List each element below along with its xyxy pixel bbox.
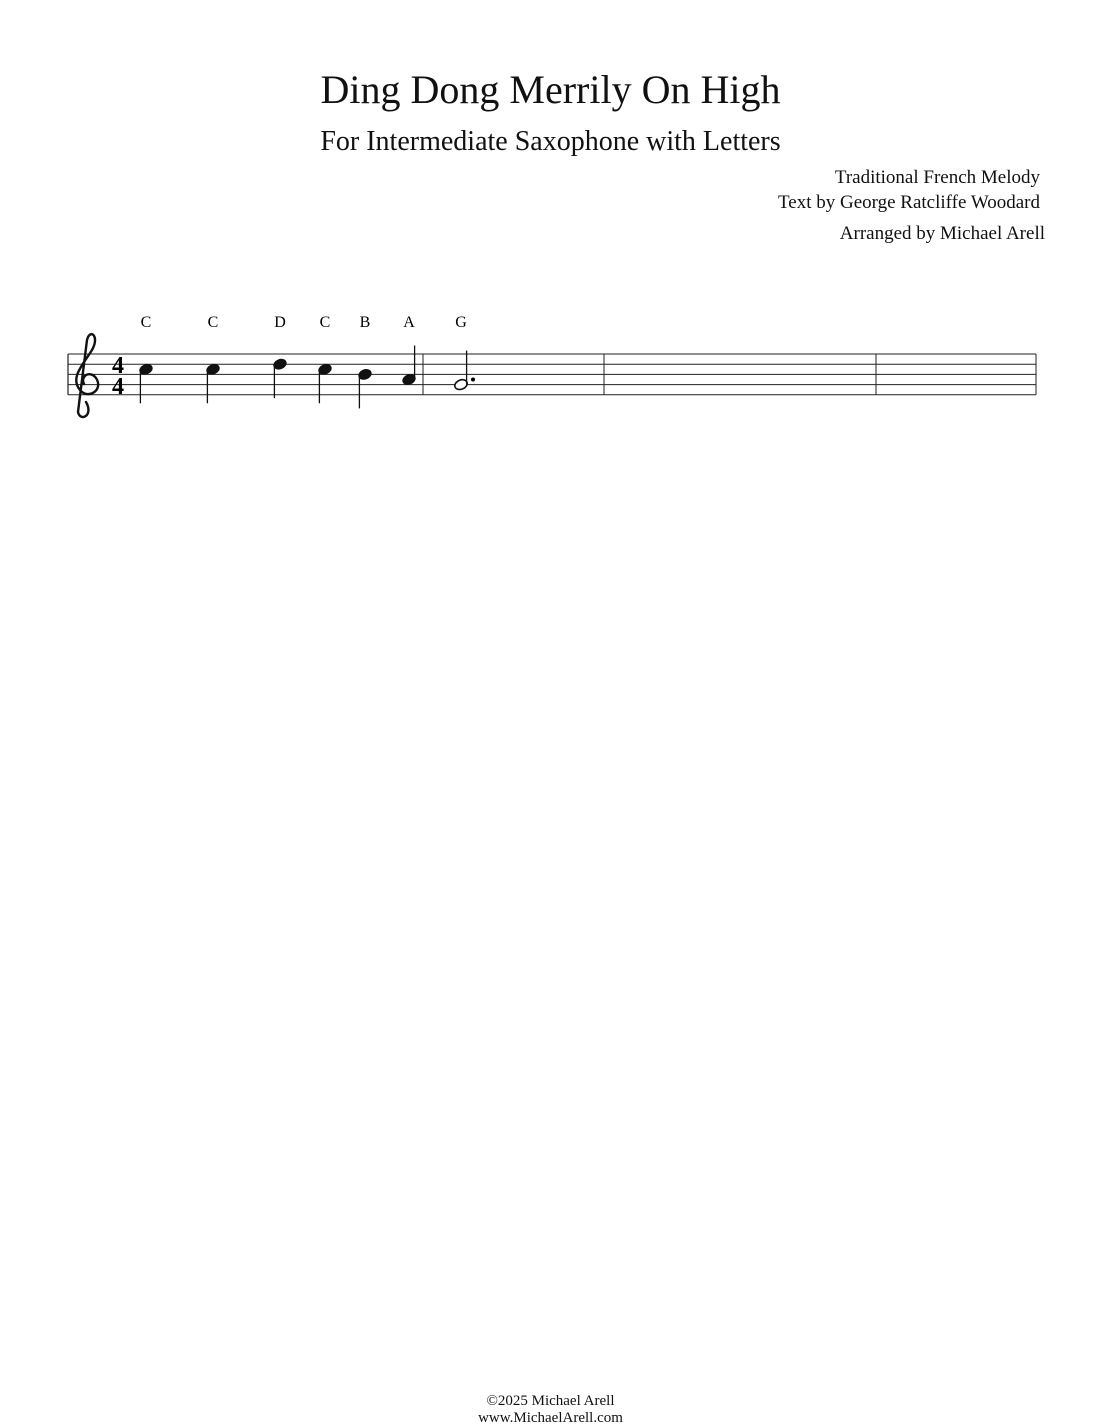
note-letter-label: G [455, 314, 467, 331]
time-signature-numerator: 4 [112, 353, 124, 379]
note [205, 363, 220, 404]
footer [0, 1393, 1101, 1427]
time-signature-denominator: 4 [112, 374, 124, 400]
note-letter-label: D [274, 314, 286, 331]
note-letter-label: B [359, 314, 371, 331]
website-link[interactable]: www.MichaelArell.com [478, 1410, 623, 1426]
note [453, 351, 475, 392]
note-letter-label: A [403, 314, 415, 331]
note [357, 368, 372, 409]
score-title: Ding Dong Merrily On High [320, 67, 781, 112]
note [317, 363, 332, 404]
lyricist-credit: Text by George Ratcliffe Woodard [777, 192, 1040, 213]
composer-credit: Traditional French Melody [834, 167, 1040, 188]
copyright-notice: ©2025 Michael Arell [486, 1393, 615, 1409]
treble-clef [76, 334, 98, 417]
arranger-credit: Arranged by Michael Arell [839, 223, 1045, 244]
note [272, 358, 287, 399]
augmentation-dot [471, 378, 475, 382]
note-letter-label: C [140, 314, 152, 331]
note [401, 346, 416, 387]
treble-clef-icon [76, 334, 98, 417]
note-letter-label: C [319, 314, 331, 331]
note-letter-label: C [207, 314, 219, 331]
note [138, 363, 153, 404]
score-subtitle: For Intermediate Saxophone with Letters [320, 126, 781, 157]
